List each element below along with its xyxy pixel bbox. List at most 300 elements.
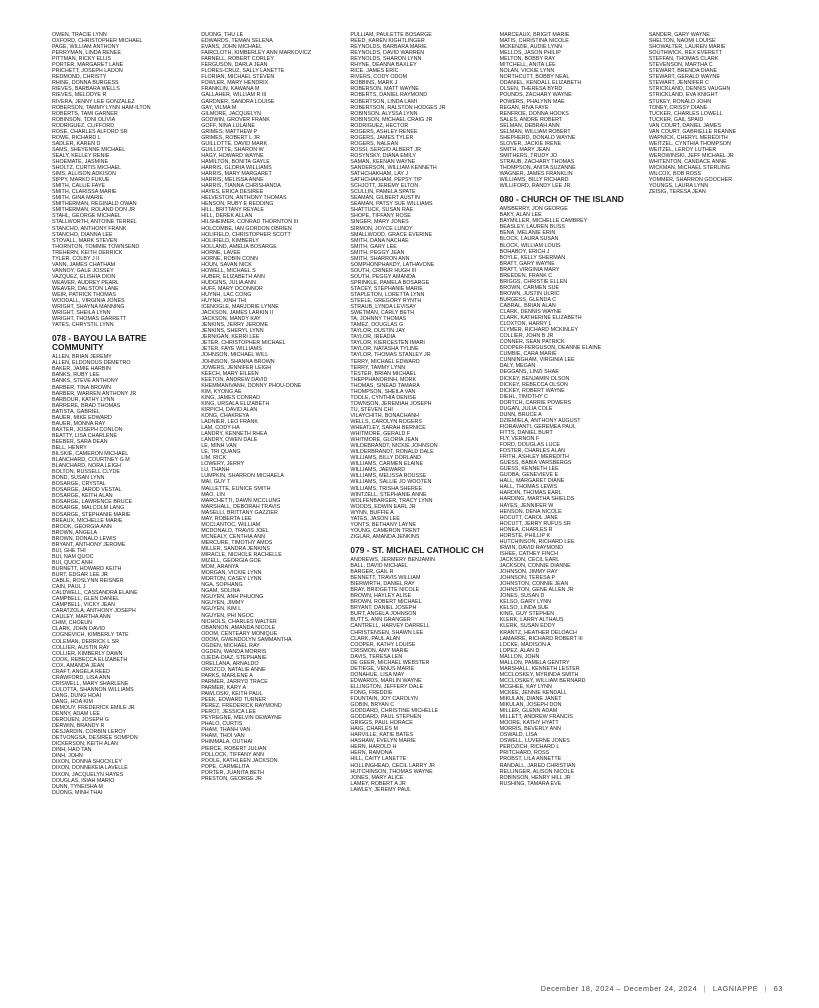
voter-name: PARKS, MARLENE A [201,672,253,679]
voter-name: SEAMAN, PATSY SUE WILLIAMS [350,201,433,208]
voter-name: RIVERA, JENNY LEE GONZALEZ [52,98,135,105]
voter-name: DUNN, BRUCE A [499,411,542,418]
column-3 [350,32,484,972]
voter-name: STEVENSON, MARTHA C [648,62,713,69]
voter-name: POLLOCK, TIFFANY ANN [201,751,265,758]
voter-name: DOUGLAS, ISIAH MARIO [52,777,115,784]
voter-name: FERGUSON, DARLA JEAN [201,62,268,69]
voter-name: ROSE, CHARLES ALFORD SR [52,128,128,135]
voter-name: KEECH, MARY EILEEN [201,370,259,377]
voter-name: SMITH, SHARRON ANN [350,255,410,262]
voter-name: BAKY, ALAN LEE [499,212,542,219]
voter-name: PROBST, LILA ANNETTE [499,756,562,763]
voter-name: LOWERY, JERRY [201,461,245,468]
voter-name: DANG, DUNG HOAI [52,692,101,699]
voter-name: WEAVER, AUDREY PEARL [52,279,120,286]
voter-name: POPE, CARMELITA [201,763,250,770]
voter-name: CRAFT, ANGELA REED [52,668,110,675]
voter-name: ROSSI, SERGIO ALBERT JR [350,146,422,153]
voter-name: BROWN, ROBERT MICHAEL [350,599,422,606]
voter-name: HILL, BRITTANY REYALE [201,207,264,214]
voter-name: HOCUTT, JERRY RUFUS SR [499,520,571,527]
voter-name: WOLFENBARGER, TRACY LYNN [350,497,433,504]
voter-name: REDMOND, CHRISTY [52,74,107,81]
voter-name: DETIEGE, VENUS MARIE [350,665,415,672]
voter-name: BLOCK, LAURA SUSAN [499,236,559,243]
voter-name: FOSTER, CHARLES ALAN [499,448,566,455]
voter-name: LU, THANH [201,467,230,474]
voter-name: KING, URSALA ELIZABETH [201,400,270,407]
voter-name: BUI, NAM QUOC [52,553,94,560]
voter-name: DZIEMIELA, ANTHONY AUGUST [499,417,581,424]
voter-name: GUOBA, GENEVIEVE E [499,472,559,479]
voter-name: TUCKER, GAIL SPAID [648,116,704,123]
voter-name: THOMPSON, SHEILA VAN [350,388,416,395]
voter-name: HILL, DEREK ALLAN [201,213,253,220]
voter-name: SPRINKLE, PAMELA BOSARGE [350,279,430,286]
voter-name: OLSEN, THERESA BYRD [499,86,563,93]
voter-name: BARBER, WARREN ANTHONY JR [52,390,137,397]
voter-name: BIERWIRTH, DANIEL RAY [350,581,415,588]
voter-name: PRESTON, GEORGE JR [201,775,262,782]
voter-name: RODRIGUEZ, CLIFFORD [52,122,115,129]
voter-name: TAYLOR, THOMAS STANLEY JR [350,352,431,359]
voter-name: YOUNG, CAMERON TRENT [350,527,420,534]
voter-name: SOUTH, PEGGY AMANDA [350,273,416,280]
voter-name: HAGY, HOWARD WAYNE [201,152,264,159]
voter-name: SOUTH, CRINER HUGH III [350,267,417,274]
voter-name: RIEVES, BARBARA WELLS [52,86,120,93]
voter-name: HOLLINGHEAD, CECIL LARRY JR [350,762,435,769]
voter-name: HUDGINS, JULIA ANN [201,279,256,286]
voter-name: ROGERS, ASHLEY RENEE [350,128,418,135]
voter-name: RUSHING, TAMARA EVE [499,780,562,787]
voter-name: DE GEER, MICHAEL WEBSTER [350,659,430,666]
voter-name: OXFORD, CHRISTOPHER MICHAEL [52,38,143,45]
voter-name: BREEDEN, FRANK C [499,272,553,279]
voter-name: SCHJOTT, JEREMY ELTON [350,183,419,190]
voter-name: JETER, FAYE WILLIAMS [201,346,262,353]
voter-name: TERRY, MICHAEL EDWARD [350,358,420,365]
voter-name: POWERS, PHALYNN MAE [499,98,565,105]
voter-name: FORD, DOUGLAS LUCE [499,442,560,449]
voter-name: GODDARD, PAUL STEPHEN [350,714,422,721]
voter-name: SHOEMATE, JASMINE [52,158,109,165]
precinct-heading: 078 - BAYOU LA BATRE COMMUNITY [52,333,147,353]
voter-name: HAIG, CHARLES M [350,726,398,733]
voter-name: VAN COURT, DANIEL JAMES [648,122,722,129]
voter-name: WILDEBRANDT, NICKIE JOHNSON [350,443,438,450]
voter-name: MCCLANTOC, WILLIAM [201,521,261,528]
voter-name: DUONG, MINH THAI [52,789,103,796]
voter-name: GUESS, KENNETH LEE [499,466,559,473]
voter-name: ZIGLAR, AMANDA JENKINS [350,533,420,540]
voter-name: KLERK, LARRY ALTHAUS [499,617,564,624]
voter-name: OROZCO, NATALIE ANNE [201,666,266,673]
voter-name: DETVONGSA, DESIREE SOMPON [52,735,138,742]
voter-name: BENNETT, TRAVIS WILLIAM [350,575,421,582]
voter-name: REED, KAREN KIGHTLINGER [350,38,425,45]
voter-name: JONES, SUSAN D [499,593,545,600]
voter-name: BRATT, GARY WAYNE [499,260,555,267]
voter-name: BEATTY, LISA CHARLENE [52,432,117,439]
voter-name: CRISWELL, MARY SHARLENE [52,680,129,687]
voter-name: BRYANT, DANIEL JOSEPH [350,605,417,612]
voter-name: STEELE, GREGORY RYNTH [350,298,422,305]
voter-name: MCKEE, JENNIE KENDALL [499,689,567,696]
voter-name: SIMS, ALLISON ADKISON [52,171,116,178]
voter-name: STAHL, GEORGE MICHAEL [52,213,121,220]
voter-name: MERCURE, TIMOTHY AMOS [201,539,273,546]
voter-name: COOK, REBECCA ELIZABETH [52,656,128,663]
voter-name: HALL, THOMAS LEWIS [499,484,558,491]
voter-name: TA, JOHNNY THOMAS [350,316,407,323]
voter-name: WYNN, BUFFIE A [350,509,394,516]
voter-name: ROBERTS, TAMI GARNER [52,110,118,117]
voter-name: BAXTER, JOSEPH CONLON [52,426,123,433]
voter-name: HARVILLE, KATIE BATES [350,732,414,739]
voter-name: BROWN, HAYLEY ALISE [350,593,412,600]
voter-name: PEREZ, FREDERICK RAYMOND [201,703,282,710]
voter-name: MARSHALL, KENNETH LESTER [499,665,580,672]
voter-name: WRIGHT, THOMAS GARRETT [52,316,127,323]
voter-name: NGUYEN, ANH PHUONG [201,594,264,601]
voter-name: BREAUX, MICHELLE MARIE [52,517,123,524]
voter-name: BURGESS, GLENDA C [499,296,557,303]
voter-name: CUMBIE, CARA MARIE [499,351,557,358]
voter-name: HARDING, MARTHA SHIELDS [499,496,575,503]
voter-name: WILLIAMS, SALLIE JO WOOTEN [350,479,432,486]
voter-name: FLORIAN, MICHAEL STEVEN [201,74,275,81]
voter-name: PARMER, KARY A [201,685,247,692]
voter-name: SATHCHAKHAM, LAY J [350,171,409,178]
voter-name: NICHOLS, CHARLES WALTER [201,618,277,625]
voter-name: TU, STEVEN CHI [350,406,393,413]
voter-name: DUONG, THU LE [201,32,244,38]
voter-name: WAPNICK, CHERYL MEREDITH [648,134,728,141]
voter-name: JOHNSTON, CONNIE JEAN [499,581,569,588]
voter-name: SADLER, KAREN D [52,140,101,147]
voter-name: HUBER, ELIZABETH ANN [201,273,265,280]
voter-name: RHYNE, DEANNA BAXLEY [350,62,417,69]
voter-name: CAMPBELL, VICKY JEAN [52,602,115,609]
voter-name: OSWALD, LISA [499,732,538,739]
voter-name: REGAN, RIVA FAYE [499,104,549,111]
voter-name: PEROT, JESSICA LEE [201,709,256,716]
voter-name: WILLIFORD, RANDY LEE JR [499,183,571,190]
voter-name: MARSHALL, DEBORAH TRAVIS [201,503,281,510]
voter-name: HOCUTT, CAROL JANE [499,514,558,521]
footer-page-number: 63 [773,984,783,993]
voter-name: THOMAS, SINEAD TAMARA [350,382,420,389]
voter-name: CABRAL, BRIAN ALAN [499,302,556,309]
voter-name: EDWARDS, MARLIN WAYNE [350,677,422,684]
voter-name: EVANS, JOHN MICHAEL [201,44,263,51]
voter-name: BUI, QUOC ANH [52,559,93,566]
voter-name: JOHNSON, SHANNA BROWN [201,358,275,365]
voter-name: LE, MINH VAN [201,443,237,450]
voter-name: TUCKER, CHARLES LOWELL [648,110,723,117]
voter-name: MELLOS, JASON PHILIP [499,50,561,57]
voter-name: YATES, CHRYSTIL LYNN [52,322,114,329]
voter-name: SELMAN, WILLIAM ROBERT [499,128,571,135]
voter-name: WRIGHT, SHEILA LYNN [52,310,111,317]
voter-name: PITTMAN, RICKY ELLIS [52,56,112,63]
voter-name: MOORE, KATHY HYATT [499,720,559,727]
voter-name: MASELLI, BRITTANY GAZZIER [201,509,278,516]
voter-name: PORTER, JUANITA BETH [201,769,265,776]
voter-name: GODDARD, CHRISTINE MICHELLE [350,708,439,715]
voter-name: CHRISTENSEN, SHAWN LEE [350,629,424,636]
voter-name: HENSON, RUBY E REDDING [201,201,274,208]
footer-separator: | [703,984,707,993]
voter-name: OSWELL, LUVERNE JONES [499,738,570,745]
voter-name: BRYANT, ANTHONY JEROME [52,541,126,548]
voter-name: HILSHEIMER, CONRAD THORNTON III [201,219,299,226]
voter-name: PRICHETT, JOSEPH LADON [52,68,123,75]
voter-name: ROBINSON, TONI OLIVIA [52,116,116,123]
voter-name: DIXON, DONNEKEIA LAVELLE [52,765,128,772]
voter-name: WILCOX, BOB ROSS [648,171,702,178]
voter-name: CAULEY, MARTHA ANN [52,614,111,621]
voter-name: FONG, FREDDIE [350,689,393,696]
voter-name: FOUNTAIN, JOY CAROLYN [350,696,418,703]
voter-name: HERN, HAROLD H [350,744,397,751]
voter-name: OGDEN, MICHAEL RAY [201,642,260,649]
voter-name: MALLETTE, EUNICE SMITH [201,485,271,492]
voter-name: PHIMMALA, OUTHAI [201,739,253,746]
voter-name: LUMPKIN, SHARRON MICHAELA [201,473,284,480]
voter-name: PIERCE, ROBERT JULIAN [201,745,267,752]
voter-name: TAYLOR, KIERCESTEN IMARI [350,340,425,347]
voter-name: FAIRCLOTH, KIMBERLEY ANN MARKOVICZ [201,50,312,57]
voter-name: KELSO, GARY LYNN [499,599,552,606]
voter-name: JACKSON, JAMES LARKIN II [201,310,273,317]
voter-name: SHEPHERD, DONALD WAYNE [499,134,576,141]
voter-name: MAO, LIN [201,491,225,498]
voter-name: JACKSON, CECIL EARL [499,556,560,563]
voter-name: DICKERSON, KEITH ALAN [52,741,119,748]
voter-name: OJEDA-DIAZ, STEPHANIE [201,654,267,661]
voter-name: FLORES-CRUZ, SALLY LANETTE [201,68,285,75]
voter-name: JENKINS, SHERYL LYNN [201,328,264,335]
voter-name: BRATT, VIRGINIA MARY [499,266,560,273]
voter-name: LAMEY, ROBERT A JR [350,780,406,787]
voter-name: HARRIS, GLORIA WILLIAMS [201,165,272,172]
voter-name: DICKEY, REBECCA OLSON [499,381,568,388]
voter-name: MCNEALY, CENTHIA ANN [201,533,265,540]
voter-name: AMSBERRY, JON GEORGE [499,206,568,213]
voter-name: ISHEE, CATHEY FINCH [499,550,558,557]
voter-name: BOHABOY, ERICH J [499,248,550,255]
voter-name: PHALO, CURTIS [201,721,243,728]
voter-name: FITTS, DANIEL BURT [499,429,553,436]
voter-name: SMITH, MARY JEAN [499,146,550,153]
voter-name: SELMAN, DEBRAH ANN [499,122,560,129]
voter-name: PEROZICH, RICHARD L [499,744,560,751]
voter-name: DICKEY, ROBERT WAYNE [499,387,565,394]
voter-name: JENKINS, JERRY JEROME [201,322,269,329]
voter-name: GRIGGS, PAUL HORACE [350,720,413,727]
voter-name: COOPER-FERGUSON, DEANNE ELAINE [499,345,602,352]
voter-name: CRAWFORD, LISA ANN [52,674,111,681]
voter-name: VILAYCHITH, BONACHANH [350,412,420,419]
voter-name: OBANNON, AMANDA NICOLE [201,624,276,631]
voter-name: KLERK, SUSAN EDDY [499,623,556,630]
voter-name: VAZQUEZ, ELISHIA DION [52,273,116,280]
voter-name: HARRIS, TIANNA CHRISHANDA [201,183,281,190]
voter-name: COX, AMANDA JEAN [52,662,105,669]
voter-name: CAIN, PAUL J [52,584,86,591]
voter-name: SHOLTZ, CURTIS MICHAEL [52,165,122,172]
voter-name: BOSARGE, JAROD VESTAL [52,487,122,494]
voter-name: REYNOLDS, SHARON LYNN [350,56,422,63]
voter-name: STEWART, BRENDA DIANE [648,68,718,75]
voter-name: CABLE, ROSLYNN REISNER [52,578,124,585]
voter-name: WEROWINSKI, JEFF MICHAEL JR [648,152,734,159]
voter-name: COLEMAN, DERRICK L SR [52,638,120,645]
voter-name: ALLEN, BRIAN JEREMY [52,354,112,361]
voter-name: DUGAN, JULIA COLE [499,405,553,412]
voter-name: BOSARGE, MALCOLM LANG [52,505,125,512]
voter-name: ROBBINS, MARK J [350,80,398,87]
voter-name: JOWERS, JENNIFER LEIGH [201,364,272,371]
voter-name: LANDRY, OWEN DALE [201,437,258,444]
precinct-heading: 080 - CHURCH OF THE ISLAND [499,194,624,205]
voter-name: WEAVER, DALSTON LANE [52,285,119,292]
voter-name: WILDERBRANDT, RONALD DALE [350,449,434,456]
voter-name: TESTER, BRIAN MICHAEL [350,370,417,377]
voter-name: KEETON, ANDREW DAVID [201,376,268,383]
voter-name: SMALLWOOD, GRACE EVERINE [350,231,433,238]
voter-name: WHITMORE, GLORIA JEAN [350,437,419,444]
voter-name: HUFF, MARY OCONNOR [201,285,263,292]
voter-name: YONTS, BETHANY LAYNE [350,521,416,528]
voter-name: MORTON, CASEY LYNN [201,576,262,583]
voter-name: LAMARRE, RICHARD ROBERT III [499,635,583,642]
voter-name: MILLETT, ANDREW FRANCIS [499,714,573,721]
voter-name: TAYLOR, DUSTIN JAY [350,328,406,335]
voter-name: DENNY, ADAM LEE [52,711,101,718]
voter-name: MCCLOSKEY, WILLIAM BERNARD [499,677,586,684]
voter-name: OGDEN, WANDA MORRIS [201,648,267,655]
voter-name: COLLIER, AUSTIN RAY [52,644,110,651]
voter-name: THORNTON, TOMMIE TOWNSEND [52,243,140,250]
voter-name: ROBERTSON, LINDA LAMI [350,98,417,105]
voter-name: WICKMAN, MICHAEL STERLING [648,165,730,172]
voter-name: SWETMAN, CARLY BETH [350,310,415,317]
voter-name: CRISMON, AMY MARIE [350,647,409,654]
voter-name: JERNIGAN, KERRI LEE [201,334,260,341]
voter-name: WINTZELL, STEPHANIE ANNE [350,491,427,498]
voter-name: PAWLOSKI, KEITH PAUL [201,691,263,698]
voter-name: MOM, ARANYA [201,564,239,571]
voter-name: SHELTON, NAOMI LOUISE [648,38,716,45]
voter-name: GARDNER, SANDRA LOUISE [201,98,275,105]
voter-name: TOOLE, CYNTHIA DENISE [350,394,417,401]
voter-name: JOHNSON, TERESA P [499,575,556,582]
voter-name: BANKS, RUBY LEE [52,372,100,379]
voter-name: DEGGANS, LINZI SHAE [499,369,559,376]
voter-name: WHITENTON, CANDACE ANNE [648,158,727,165]
voter-name: BARBOUR, KATHY LYNN [52,396,115,403]
voter-name: STRAUB, LYNDA LEVISAY [350,304,416,311]
voter-name: HUYNH, LAC CONG [201,292,252,299]
voter-name: NGUYEN, JIMMY [201,600,244,607]
voter-name: BARBER, TINA BROWN [52,384,112,391]
voter-name: MORRIS, BEVERLY ANN [499,726,561,733]
voter-name: ROBINSON, MICHAEL CRAIG JR [350,116,433,123]
voter-name: SMITH, GINA MARIE [52,195,104,202]
voter-name: TOWNSON, JEREMIAH JOSEPH [350,400,432,407]
voter-name: SANDER, GARY WAYNE [648,32,710,38]
footer-dates: December 18, 2024 – December 24, 2024 [540,984,698,993]
voter-name: BEEBER, SARA DEAN [52,438,108,445]
voter-name: DERWIN, BRANDY R [52,723,105,730]
voter-name: TONEY, CRISSY DIANE [648,104,708,111]
voter-name: HASHAW, EVELYN MARIE [350,738,416,745]
voter-name: BURT, EDGAR LEE JR [52,571,108,578]
voter-name: GRIMES, MATTHEW P [201,128,258,135]
name-list-columns [52,32,783,972]
voter-name: SMITHERS, TRUDY JO [499,152,558,159]
column-1 [52,32,186,972]
voter-name: SALES, ANDRE ROBERT [499,116,563,123]
voter-name: ROBERTSON, RALSTON HODGES JR [350,104,446,111]
voter-name: HARRIS, MELISSA ANNE [201,177,264,184]
voter-name: MITCHELL, ANITA LEE [499,62,556,69]
voter-name: STACEY, STEPHANIE MARIE [350,285,423,292]
voter-name: BLANCHARD, NORA LEIGH [52,463,122,470]
voter-name: HELVESTON, ANTHONY THOMAS [201,195,287,202]
voter-name: DIXON, JACQUELYN HAYES [52,771,124,778]
voter-name: MILLER, SANDRA JENKINS [201,545,270,552]
voter-name: RIVERS, CODY ODOM [350,74,408,81]
voter-name: JOHNSON, MICHAEL WILL [201,352,269,359]
voter-name: BAYMILLER, MICHELLE CAMBREY [499,218,588,225]
voter-name: BILSKIE, CAMERON MICHAEL [52,451,129,458]
voter-name: DANG, HOA KIM [52,698,93,705]
voter-name: SCULLIN, PAMELA SPATE [350,189,416,196]
voter-name: PAGE, WILLIAM ANTHONY [52,44,120,51]
voter-name: MIRACLE, NICHOLE RACHELLE [201,552,282,559]
voter-name: ROSYNSKY, DIANA EMILY [350,152,416,159]
voter-name: DONAHUE, LISA MAY [350,671,405,678]
voter-name: PEEK, EDWARD TURNER [201,697,267,704]
voter-name: RODRIGUEZ, HECTOR [350,122,409,129]
voter-name: CUNNINGHAM, VIRGINIA LEE [499,357,575,364]
voter-name: WAGNER, JAMES FRANKLIN [499,171,573,178]
voter-name: NOLAN, VICKIE LYNN [499,68,555,75]
voter-name: CLOXTON, HARRY L [499,321,552,328]
voter-name: BROOK, GEORGIA ANN [52,523,112,530]
voter-name: CLARK, PAUL ALAN [350,635,401,642]
voter-name: HUYNH, XINH THI [201,298,247,305]
voter-name: MCKENZIE, AUDIE LYNN [499,44,562,51]
voter-name: ELLINGTON, JEFFERY DALE [350,683,424,690]
voter-name: JACKSON, MANDY KAY [201,316,261,323]
voter-name: ODOM, CENTEARY MONIQUE [201,630,278,637]
voter-name: KING, GUY STEPHEN [499,611,555,618]
voter-name: JOHNSON, JIMMY RAY [499,569,558,576]
voter-name: SOUTHWICK, REX EVERETT [648,50,722,57]
voter-name: HAMILTON, BONITA GAYLE [201,158,270,165]
voter-name: BOLTON, RUSSELL CLYDE [52,469,120,476]
voter-name: HOLCOMBE, IAN GORDON OBRIEN [201,225,292,232]
voter-name: MARCHETTI, DAWN MCCLUNG [201,497,281,504]
voter-name: BAUER, MONNA RAY [52,420,106,427]
voter-name: HAYES, JENNIFER W [499,502,554,509]
